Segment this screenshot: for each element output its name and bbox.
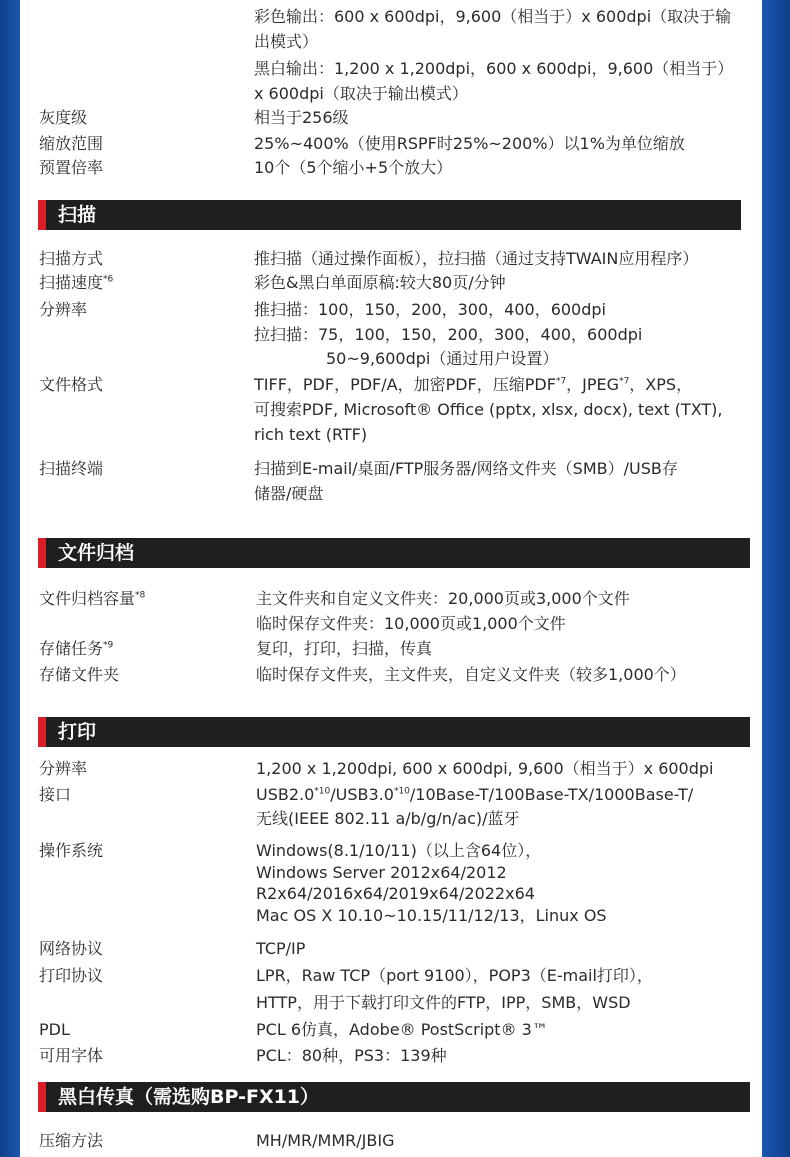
print-resolution-value: 1,200 x 1,200dpi, 600 x 600dpi, 9,600（相当于）x 600dpi — [256, 759, 714, 778]
fonts-value: PCL：80种，PS3：139种 — [256, 1046, 447, 1065]
section-header-filing — [38, 538, 750, 568]
section-header-print — [38, 717, 750, 747]
section-title: 文件归档 — [58, 542, 135, 564]
print-protocol-line2: HTTP，用于下载打印文件的FTP，IPP，SMB，WSD — [256, 993, 631, 1012]
stored-jobs-label: 存储任务$^{*9}$ — [39, 639, 114, 658]
compression-label: 压缩方法 — [39, 1131, 104, 1150]
fonts-label: 可用字体 — [39, 1046, 104, 1065]
scan-speed-value: 彩色&黑白单面原稿:较大80页/分钟 — [254, 273, 506, 292]
interface-line2: 无线(IEEE 802.11 a/b/g/n/ac)/蓝牙 — [256, 809, 520, 828]
os-line3: R2x64/2016x64/2019x64/2022x64 — [256, 884, 535, 903]
filing-capacity-line2: 临时保存文件夹：10,000页或1,000个文件 — [256, 614, 566, 633]
interface-label: 接口 — [39, 785, 72, 804]
scan-resolution-label: 分辨率 — [39, 300, 88, 319]
filing-capacity-label: 文件归档容量$^{*8}$ — [39, 589, 146, 608]
print-protocol-label: 打印协议 — [39, 966, 104, 985]
section-header-scan — [38, 200, 741, 230]
grayscale-label: 灰度级 — [39, 108, 88, 127]
print-resolution-label: 分辨率 — [39, 759, 88, 778]
scan-destination-label: 扫描终端 — [39, 459, 104, 478]
section-title: 打印 — [58, 721, 97, 743]
left-frame — [0, 0, 20, 1157]
os-line1: Windows(8.1/10/11)（以上含64位）， — [256, 841, 542, 860]
preset-ratio-value: 10个（5个缩小+5个放大） — [254, 158, 453, 177]
preset-ratio-label: 预置倍率 — [39, 158, 104, 177]
section-accent-bar — [38, 200, 46, 230]
storage-folders-value: 临时保存文件夹，主文件夹，自定义文件夹（较多1,000个） — [256, 665, 686, 684]
color-output-line1: 彩色输出：600 x 600dpi，9,600（相当于）x 600dpi（取决于输 — [254, 7, 732, 26]
scan-speed-label: 扫描速度$^{*6}$ — [39, 273, 114, 292]
file-format-line2: 可搜索PDF, Microsoft® Office (pptx, xlsx, docx), text (TXT), — [254, 400, 723, 419]
color-output-line2: 出模式） — [254, 32, 319, 51]
file-format-line1: TIFF，PDF，PDF/A，加密PDF，压缩PDF$^{*7}$，JPEG$^{*7}$，XPS， — [254, 375, 693, 394]
network-protocol-value: TCP/IP — [256, 939, 306, 958]
interface-line1: USB2.0$^{*10}$/USB3.0$^{*10}$/10Base-T/100Base-TX/1000Base-T/ — [256, 785, 694, 804]
print-protocol-line1: LPR，Raw TCP（port 9100），POP3（E-mail打印）， — [256, 966, 653, 985]
zoom-range-label: 缩放范围 — [39, 134, 104, 153]
section-header-fax — [38, 1082, 750, 1112]
pdl-value: PCL 6仿真，Adobe® PostScript® 3™ — [256, 1020, 548, 1039]
scan-method-label: 扫描方式 — [39, 249, 104, 268]
spec-sheet — [20, 0, 762, 1157]
grayscale-value: 相当于256级 — [254, 108, 349, 127]
os-line2: Windows Server 2012x64/2012 — [256, 863, 507, 882]
scan-method-value: 推扫描（通过操作面板），拉扫描（通过支持TWAIN应用程序） — [254, 249, 699, 268]
file-format-line3: rich text (RTF) — [254, 425, 368, 444]
bw-output-line2: x 600dpi（取决于输出模式） — [254, 84, 468, 103]
os-line4: Mac OS X 10.10~10.15/11/12/13，Linux OS — [256, 906, 607, 925]
os-label: 操作系统 — [39, 841, 104, 860]
section-accent-bar — [38, 538, 46, 568]
section-accent-bar — [38, 1082, 46, 1112]
network-protocol-label: 网络协议 — [39, 939, 104, 958]
compression-value: MH/MR/MMR/JBIG — [256, 1131, 395, 1150]
zoom-range-value: 25%~400%（使用RSPF时25%~200%）以1%为单位缩放 — [254, 134, 685, 153]
bw-output-line1: 黑白输出：1,200 x 1,200dpi，600 x 600dpi，9,600（相当于） — [254, 59, 734, 78]
section-accent-bar — [38, 717, 46, 747]
filing-capacity-line1: 主文件夹和自定义文件夹：20,000页或3,000个文件 — [256, 589, 630, 608]
scan-destination-line1: 扫描到E-mail/桌面/FTP服务器/网络文件夹（SMB）/USB存 — [254, 459, 678, 478]
scan-destination-line2: 储器/硬盘 — [254, 484, 324, 503]
section-title: 扫描 — [58, 204, 97, 226]
right-frame — [762, 0, 790, 1157]
pdl-label: PDL — [39, 1020, 70, 1039]
storage-folders-label: 存储文件夹 — [39, 665, 120, 684]
scan-resolution-line3: 50~9,600dpi（通过用户设置） — [326, 349, 559, 368]
scan-resolution-line1: 推扫描：100，150，200，300，400，600dpi — [254, 300, 606, 319]
stored-jobs-value: 复印，打印，扫描，传真 — [256, 639, 433, 658]
file-format-label: 文件格式 — [39, 375, 104, 394]
section-title: 黑白传真（需选购BP-FX11） — [58, 1086, 320, 1108]
scan-resolution-line2: 拉扫描：75，100，150，200，300，400，600dpi — [254, 325, 643, 344]
